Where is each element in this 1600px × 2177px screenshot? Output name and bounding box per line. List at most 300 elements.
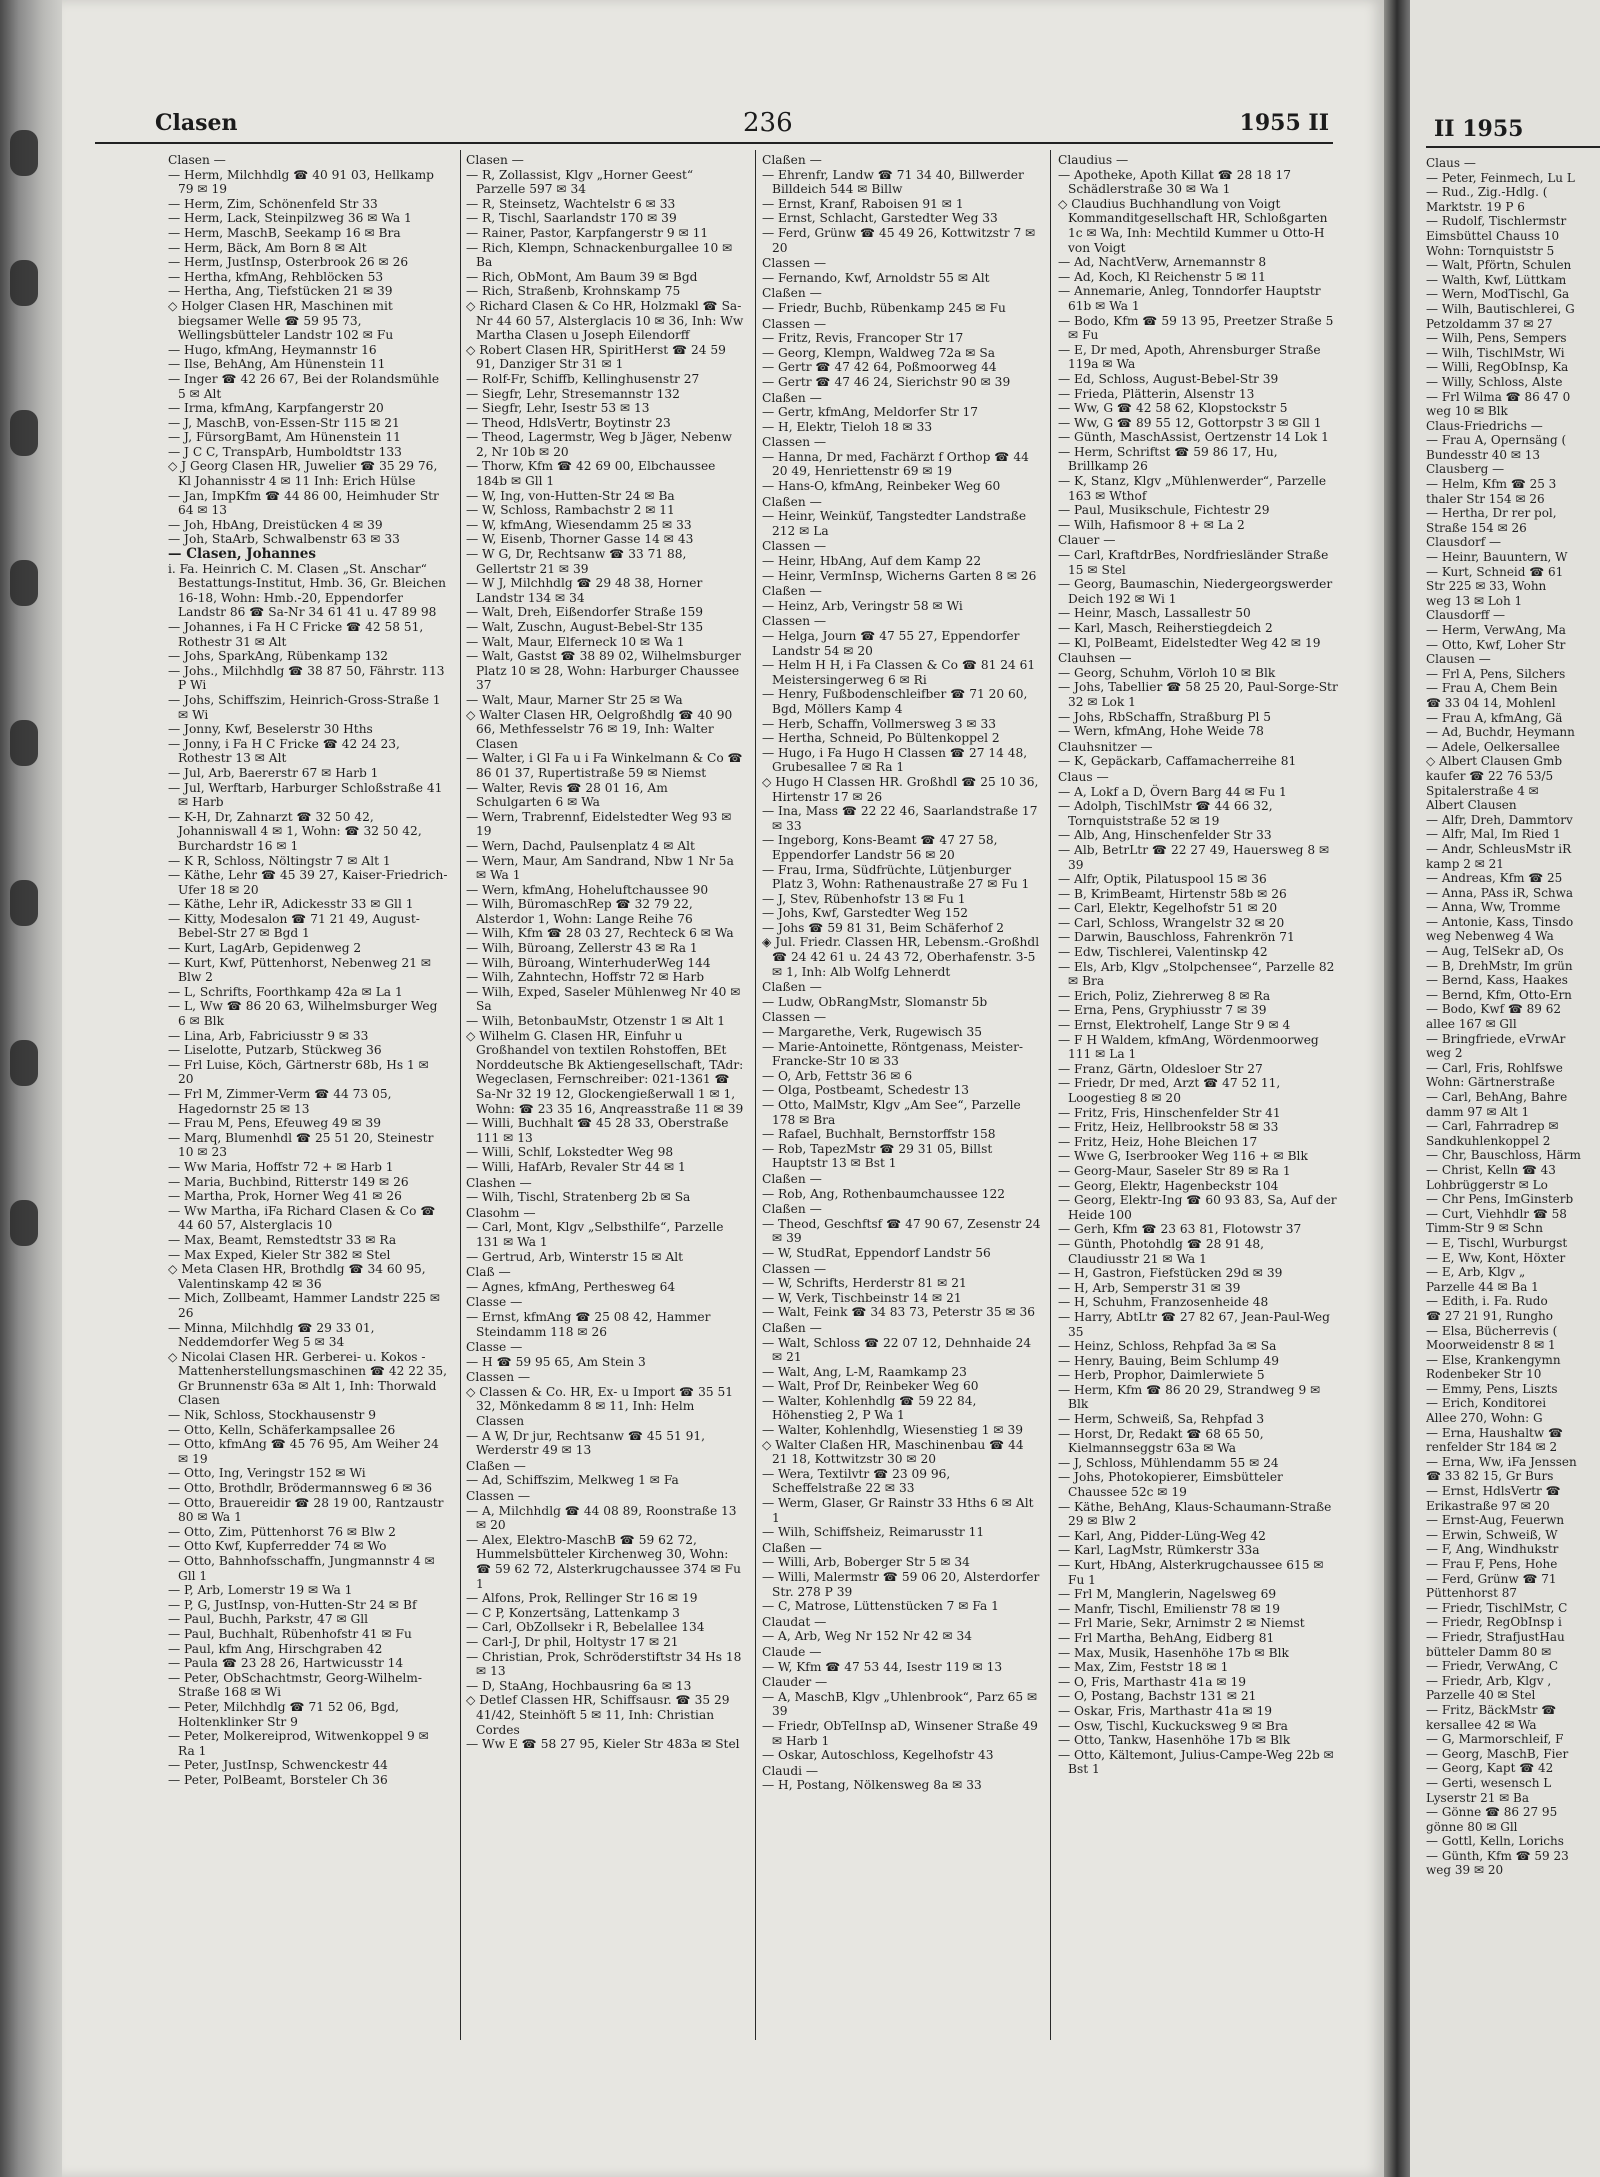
facing-page-entry: Albert Clausen xyxy=(1426,798,1517,813)
directory-entry: — Günth, MaschAssist, Oertzenstr 14 Lok 1 xyxy=(1058,430,1329,445)
facing-page-entry: Claus — xyxy=(1426,156,1476,170)
directory-entry: — P, Arb, Lomerstr 19 ✉ Wa 1 xyxy=(168,1583,353,1598)
directory-entry: — R, Tischl, Saarlandstr 170 ✉ 39 xyxy=(466,211,677,226)
surname-heading: Claßen — xyxy=(762,1202,822,1217)
directory-entry: — F H Waldem, kfmAng, Wördenmoorweg 111 ✉ La 1 xyxy=(1058,1032,1319,1062)
facing-page-entry: — Elsa, Bücherrevis ( xyxy=(1426,1323,1558,1338)
directory-entry: — Alb, BetrLtr ☎ 22 27 49, Hauersweg 8 ✉ 39 xyxy=(1058,842,1330,872)
directory-entry: — Ad, Koch, Kl Reichenstr 5 ✉ 11 xyxy=(1058,269,1266,284)
surname-heading: Claßen — xyxy=(762,1320,822,1335)
facing-page-entry: weg 2 xyxy=(1426,1046,1463,1061)
directory-entry: — K, Gepäckarb, Caffamacherreihe 81 xyxy=(1058,754,1297,769)
facing-page-entry: — Frl Wilma ☎ 86 47 0 xyxy=(1426,389,1571,404)
directory-entry: — Herm, Milchhdlg ☎ 40 91 03, Hellkamp 79 ✉ 19 xyxy=(168,167,434,197)
directory-entry: — Johs, Photokopierer, Eimsbütteler Chaussee 52c ✉ 19 xyxy=(1058,1470,1283,1500)
facing-page-entry: — Carl, Fahrradrep ✉ xyxy=(1426,1119,1559,1134)
directory-entry: — Nik, Schloss, Stockhausenstr 9 xyxy=(168,1408,376,1423)
directory-entry: — Ernst, kfmAng ☎ 25 08 42, Hammer Steindamm 118 ✉ 26 xyxy=(466,1309,711,1339)
directory-entry: — Paula ☎ 23 28 26, Hartwicusstr 14 xyxy=(168,1656,404,1671)
directory-entry: — Herm, Kfm ☎ 86 20 29, Strandweg 9 ✉ Blk xyxy=(1058,1382,1321,1412)
surname-heading: Classen — xyxy=(466,1370,531,1385)
directory-entry: — Wilh, Schiffsheiz, Reimarusstr 11 xyxy=(762,1525,985,1540)
directory-entry: — Frieda, Plätterin, Alsenstr 13 xyxy=(1058,386,1255,401)
facing-page-entry: — Frau A, Opernsäng ( xyxy=(1426,433,1567,448)
facing-page-entry: — Erna, Haushaltw ☎ xyxy=(1426,1425,1563,1440)
directory-entry: — Ingeborg, Kons-Beamt ☎ 47 27 58, Eppendorfer Landstr 56 ✉ 20 xyxy=(762,833,998,862)
directory-entry: — Wilh, BetonbauMstr, Otzenstr 1 ✉ Alt 1 xyxy=(466,1014,725,1029)
facing-page-entry: Marktstr. 19 P 6 xyxy=(1426,199,1525,214)
binding-hole xyxy=(10,130,38,176)
directory-entry: — Ww, G ☎ 42 58 62, Klopstockstr 5 xyxy=(1058,401,1288,416)
facing-page-entry: — Friedr, RegObInsp i xyxy=(1426,1615,1562,1630)
directory-entry: — Fritz, Revis, Francoper Str 17 xyxy=(762,331,964,346)
directory-entry: — Margarethe, Verk, Rugewisch 35 xyxy=(762,1025,982,1040)
directory-entry: — Harry, AbtLtr ☎ 27 82 67, Jean-Paul-Weg 35 xyxy=(1058,1309,1330,1339)
directory-entry: — Alb, Ang, Hinschenfelder Str 33 xyxy=(1058,828,1272,843)
directory-entry: — R, Zollassist, Klgv „Horner Geest“ Parzelle 597 ✉ 34 xyxy=(466,167,694,197)
surname-heading: Claude — xyxy=(762,1644,822,1659)
directory-entry: — Annemarie, Anleg, Tonndorfer Hauptstr 61b ✉ Wa 1 xyxy=(1058,284,1321,313)
facing-page-entry: damm 97 ✉ Alt 1 xyxy=(1426,1104,1530,1119)
book-gutter xyxy=(1384,0,1410,2177)
directory-entry: — Max, Beamt, Remstedtstr 33 ✉ Ra xyxy=(168,1232,397,1247)
binding-hole xyxy=(10,260,38,306)
directory-entry: — K R, Schloss, Nöltingstr 7 ✉ Alt 1 xyxy=(168,853,391,868)
directory-entry: — Wilh, Kfm ☎ 28 03 27, Rechteck 6 ✉ Wa xyxy=(466,926,734,941)
directory-entry: — Kitty, Modesalon ☎ 71 21 49, August-Bebel-Str 27 ✉ Bgd 1 xyxy=(168,911,420,941)
directory-entry: — Els, Arb, Klgv „Stolpchensee“, Parzelle 82 ✉ Bra xyxy=(1058,959,1335,989)
facing-page-entry: — Friedr, Arb, Klgv , xyxy=(1426,1673,1552,1688)
facing-page-entry: weg 10 ✉ Blk xyxy=(1426,404,1508,419)
directory-entry: — Walt, Gastst ☎ 38 89 02, Wilhelmsburger Platz 10 ✉ 28, Wohn: Harburger Chaussee 37 xyxy=(466,649,741,693)
directory-entry: — Rich, ObMont, Am Baum 39 ✉ Bgd xyxy=(466,269,698,284)
directory-entry: — Heinr, HbAng, Auf dem Kamp 22 xyxy=(762,554,982,569)
directory-entry: — Joh, StaArb, Schwalbenstr 63 ✉ 33 xyxy=(168,532,400,547)
directory-entry: — Walt, Ang, L-M, Raamkamp 23 xyxy=(762,1364,967,1379)
directory-entry: — Ad, Schiffszim, Melkweg 1 ✉ Fa xyxy=(466,1473,679,1488)
facing-page-entry: — Alfr, Dreh, Dammtorv xyxy=(1426,812,1573,827)
directory-entry: — Herm, Bäck, Am Born 8 ✉ Alt xyxy=(168,240,367,255)
directory-entry: ◇ Walter Claßen HR, Maschinenbau ☎ 44 21 18, Kottwitzstr 30 ✉ 20 xyxy=(762,1437,1024,1467)
directory-entry: — Otto, Brothdlr, Brödermannsweg 6 ✉ 36 xyxy=(168,1481,433,1496)
directory-entry: — Helm H H, i Fa Classen & Co ☎ 81 24 61 Meistersingerweg 6 ✉ Ri xyxy=(762,658,1036,687)
directory-entry: ◈ Jul. Friedr. Classen HR, Lebensm.-Großhdl ☎ 24 42 61 u. 24 43 72, Oberhafenstr. 3-5 ✉ 1, Inh: Alb Wolfg Lehnerdt xyxy=(762,935,1040,979)
facing-page-entry: — Friedr, StrafjustHau xyxy=(1426,1629,1565,1644)
directory-entry: — Heinz, Arb, Veringstr 58 ✉ Wi xyxy=(762,598,963,613)
directory-entry: — Walt, Maur, Marner Str 25 ✉ Wa xyxy=(466,692,683,707)
directory-entry: — H, Schuhm, Franzosenheide 48 xyxy=(1058,1295,1269,1310)
surname-heading: Classen — xyxy=(762,316,827,331)
facing-page-entry: ☎ 27 21 91, Rungho xyxy=(1426,1308,1553,1323)
facing-page-entry: — Herm, VerwAng, Ma xyxy=(1426,623,1566,637)
directory-entry: — Bodo, Kfm ☎ 59 13 95, Preetzer Straße 5 ✉ Fu xyxy=(1058,313,1334,343)
column-divider xyxy=(755,150,756,2040)
directory-entry: — Ehrenfr, Landw ☎ 71 34 40, Billwerder Billdeich 544 ✉ Billw xyxy=(762,167,1024,197)
facing-page-entry: Allee 270, Wohn: G xyxy=(1426,1411,1543,1426)
directory-entry: — Hugo, i Fa Hugo H Classen ☎ 27 14 48, Grubesallee 7 ✉ Ra 1 xyxy=(762,745,1028,775)
surname-heading: Claßen — xyxy=(762,390,822,405)
directory-entry: — Wilh, Tischl, Stratenberg 2b ✉ Sa xyxy=(466,1190,691,1205)
facing-page-entry: Wohn: Tornquiststr 5 xyxy=(1426,243,1555,258)
column-divider xyxy=(460,150,461,2040)
facing-page-entry: Claus-Friedrichs — xyxy=(1426,418,1543,433)
directory-entry: — Ina, Mass ☎ 22 22 46, Saarlandstraße 17 ✉ 33 xyxy=(762,804,1038,833)
page-header xyxy=(95,108,1333,144)
directory-entry: — Käthe, Lehr ☎ 45 39 27, Kaiser-Friedrich-Ufer 18 ✉ 20 xyxy=(168,868,448,897)
facing-page-entry: — Gönne ☎ 86 27 95 xyxy=(1426,1805,1558,1820)
directory-entry: — O, Arb, Fettstr 36 ✉ 6 xyxy=(762,1068,913,1083)
directory-entry: — Ed, Schloss, August-Bebel-Str 39 xyxy=(1058,371,1279,386)
directory-entry: — A W, Dr jur, Rechtsanw ☎ 45 51 91, Werderstr 49 ✉ 13 xyxy=(466,1428,706,1458)
directory-entry: — Carl, KraftdrBes, Nordfriesländer Straße 15 ✉ Stel xyxy=(1058,548,1329,577)
facing-page-entry: Parzelle 40 ✉ Stel xyxy=(1426,1688,1536,1703)
directory-entry: — Hanna, Dr med, Fachärzt f Orthop ☎ 44 20 49, Henriettenstr 69 ✉ 19 xyxy=(762,449,1029,479)
directory-entry: — Jonny, i Fa H C Fricke ☎ 42 24 23, Rothestr 13 ✉ Alt xyxy=(168,736,400,766)
directory-entry: — Otto, MalMstr, Klgv „Am See“, Parzelle 178 ✉ Bra xyxy=(762,1098,1021,1127)
directory-entry: — Lina, Arb, Fabriciusstr 9 ✉ 33 xyxy=(168,1028,369,1043)
directory-entry: — Wilh, Büroang, Zellerstr 43 ✉ Ra 1 xyxy=(466,941,698,956)
surname-heading: Classe — xyxy=(466,1295,523,1310)
facing-page-entry: — Willy, Schloss, Alste xyxy=(1426,374,1563,389)
directory-entry: — Frl Luise, Köch, Gärtnerstr 68b, Hs 1 ✉ 20 xyxy=(168,1057,429,1087)
facing-page-entry: Bundesstr 40 ✉ 13 xyxy=(1426,447,1540,462)
facing-page-entry: — Günth, Kfm ☎ 59 23 xyxy=(1426,1848,1569,1863)
directory-entry: — Otto, kfmAng ☎ 45 76 95, Am Weiher 24 ✉ 19 xyxy=(168,1437,439,1466)
directory-entry: — Jan, ImpKfm ☎ 44 86 00, Heimhuder Str 64 ✉ 13 xyxy=(168,488,439,518)
directory-entry: — Otto, Kältemont, Julius-Campe-Weg 22b ✉ Bst 1 xyxy=(1058,1747,1334,1777)
directory-entry: — O, Fris, Marthastr 41a ✉ 19 xyxy=(1058,1674,1246,1689)
directory-entry: — Willi, Schlf, Lokstedter Weg 98 xyxy=(466,1145,674,1160)
directory-entry: — Carl, Mont, Klgv „Selbsthilfe“, Parzelle 131 ✉ Wa 1 xyxy=(466,1220,724,1249)
facing-page-entry: Spitalerstraße 4 ✉ xyxy=(1426,783,1539,798)
directory-entry: — Siegfr, Lehr, Isestr 53 ✉ 13 xyxy=(466,401,650,416)
surname-heading: Clashen — xyxy=(466,1175,532,1190)
surname-heading: Clauhsen — xyxy=(1058,651,1132,666)
directory-entry: — Edw, Tischlerei, Valentinskp 42 xyxy=(1058,945,1268,960)
facing-page-entry: — Otto, Kwf, Loher Str xyxy=(1426,637,1566,652)
directory-entry: — P, G, JustInsp, von-Hutten-Str 24 ✉ Bf xyxy=(168,1597,417,1612)
directory-entry: — Heinr, VermInsp, Wicherns Garten 8 ✉ 26 xyxy=(762,568,1037,583)
directory-entry: — Herb, Schaffn, Vollmersweg 3 ✉ 33 xyxy=(762,716,997,731)
directory-entry: ◇ Hugo H Classen HR. Großhdl ☎ 25 10 36, Hirtenstr 17 ✉ 26 xyxy=(762,774,1039,804)
facing-page-entry: — Ferd, Grünw ☎ 71 xyxy=(1426,1571,1557,1586)
directory-entry: — Wilh, Exped, Saseler Mühlenweg Nr 40 ✉ Sa xyxy=(466,984,741,1014)
facing-page-entry: — E, Ww, Kont, Höxter xyxy=(1426,1250,1566,1265)
page-number: 236 xyxy=(743,108,793,138)
facing-page-entry: weg Nebenweg 4 Wa xyxy=(1426,929,1554,944)
facing-page-entry: — Else, Krankengymn xyxy=(1426,1352,1561,1367)
directory-entry: — Marq, Blumenhdl ☎ 25 51 20, Steinestr 10 ✉ 23 xyxy=(168,1130,434,1160)
directory-entry: — Fernando, Kwf, Arnoldstr 55 ✉ Alt xyxy=(762,270,990,285)
facing-page-entry: — Fritz, BäckMstr ☎ xyxy=(1426,1702,1557,1717)
directory-entry: — A, Lokf a D, Övern Barg 44 ✉ Fu 1 xyxy=(1058,784,1287,799)
directory-entry: — Walt, Zuschn, August-Bebel-Str 135 xyxy=(466,620,704,634)
facing-page-entry: — Georg, Kapt ☎ 42 xyxy=(1426,1761,1554,1776)
facing-page-entry: — Frau A, Chem Bein xyxy=(1426,681,1558,696)
directory-entry: — Willi, Malermstr ☎ 59 06 20, Alsterdorfer Str. 278 P 39 xyxy=(762,1570,1040,1599)
directory-entry: ◇ Wilhelm G. Clasen HR, Einfuhr u Großhandel von textilen Rohstoffen, BEt Norddeutsche Bk Aktiengesellschaft, TAdr: Wegeclasen, Fernschreiber: 021-1361 ☎ Sa-Nr 32 19 12, Glockengießerwall 1 ✉ 1, Wohn: ☎ 23 35 16, Anqreasstraße 11 ✉ 39 xyxy=(466,1028,744,1116)
header-year-volume: 1955 II xyxy=(1239,110,1329,136)
directory-entry: — Jonny, Kwf, Beselerstr 30 Hths xyxy=(168,722,373,737)
directory-entry: — W, Schloss, Rambachstr 2 ✉ 11 xyxy=(466,503,675,518)
directory-entry: — Manfr, Tischl, Emilienstr 78 ✉ 19 xyxy=(1058,1601,1281,1616)
directory-entry: — Johs, Kwf, Garstedter Weg 152 xyxy=(762,906,968,921)
directory-entry: — Marie-Antoinette, Röntgenass, Meister-Francke-Str 10 ✉ 33 xyxy=(762,1039,1024,1069)
surname-heading: Classen — xyxy=(762,539,827,554)
directory-entry: — L, Ww ☎ 86 20 63, Wilhelmsburger Weg 6 ✉ Blk xyxy=(168,999,438,1029)
directory-entry: — Carl, Elektr, Kegelhofstr 51 ✉ 20 xyxy=(1058,901,1278,916)
facing-page-entry: — Adele, Oelkersallee xyxy=(1426,739,1560,754)
facing-page-entry: Eimsbüttel Chauss 10 xyxy=(1426,228,1560,243)
directory-entry: — Friedr, Buchb, Rübenkamp 245 ✉ Fu xyxy=(762,300,1006,315)
directory-entry: — D, StaAng, Hochbausring 6a ✉ 13 xyxy=(466,1678,692,1693)
surname-heading: Clasen — xyxy=(466,153,524,167)
facing-page-entry: kamp 2 ✉ 21 xyxy=(1426,856,1504,871)
directory-entry: — Theod, Lagermstr, Weg b Jäger, Nebenw 2, Nr 10b ✉ 20 xyxy=(466,430,732,459)
directory-entry: — K, Stanz, Klgv „Mühlenwerder“, Parzelle 163 ✉ Wthof xyxy=(1058,474,1327,503)
binding-hole xyxy=(10,880,38,926)
facing-page-entry: Püttenhorst 87 xyxy=(1426,1586,1518,1601)
facing-page-entry: — Aug, TelSekr aD, Os xyxy=(1426,944,1564,959)
directory-entry: — Ww Maria, Hoffstr 72 + ✉ Harb 1 xyxy=(168,1159,394,1174)
directory-entry: — Walter, Kohlenhdlg, Wiesenstieg 1 ✉ 39 xyxy=(762,1423,1023,1438)
surname-heading: Classen — xyxy=(762,435,827,450)
facing-page-entry: Clausdorf — xyxy=(1426,535,1501,550)
directory-entry: — Apotheke, Apoth Killat ☎ 28 18 17 Schädlerstraße 30 ✉ Wa 1 xyxy=(1058,167,1292,197)
facing-page-entry: — Helm, Kfm ☎ 25 3 xyxy=(1426,477,1557,492)
directory-entry: — Käthe, BehAng, Klaus-Schaumann-Straße 29 ✉ Blw 2 xyxy=(1058,1499,1332,1529)
facing-page-entry: — Walth, Kwf, Lüttkam xyxy=(1426,272,1567,287)
directory-entry: — Werm, Glaser, Gr Rainstr 33 Hths 6 ✉ Alt 1 xyxy=(762,1496,1034,1525)
surname-heading: Classen — xyxy=(762,1010,827,1025)
facing-page-entry: — G, Marmorschleif, F xyxy=(1426,1732,1564,1747)
surname-heading: Claßen — xyxy=(762,980,822,995)
facing-page-entry: — Ernst, HdlsVertr ☎ xyxy=(1426,1484,1561,1499)
facing-page-entry: — Bernd, Kfm, Otto-Ern xyxy=(1426,987,1572,1002)
directory-entry: — Kurt, Kwf, Püttenhorst, Nebenweg 21 ✉ Blw 2 xyxy=(168,955,432,985)
directory-entry: — Max Exped, Kieler Str 382 ✉ Stel xyxy=(168,1247,391,1262)
directory-entry: — Johs, Schiffszim, Heinrich-Gross-Straße 1 ✉ Wi xyxy=(168,692,441,722)
directory-entry: — Wilh, BüromaschRep ☎ 32 79 22, Alsterdor 1, Wohn: Lange Reihe 76 xyxy=(466,897,693,926)
directory-entry: — Georg, Klempn, Waldweg 72a ✉ Sa xyxy=(762,345,995,360)
directory-entry: — Willi, Buchhalt ☎ 45 28 33, Oberstraße 111 ✉ 13 xyxy=(466,1116,729,1145)
directory-entry: — Max, Musik, Hasenhöhe 17b ✉ Blk xyxy=(1058,1645,1289,1660)
directory-entry: — Georg, Schuhm, Vörloh 10 ✉ Blk xyxy=(1058,665,1276,680)
facing-page-entry: — Rudolf, Tischlermstr xyxy=(1426,214,1567,229)
surname-heading: Clauer — xyxy=(1058,533,1116,548)
facing-page-entry: ☎ 33 04 14, Mohlenl xyxy=(1426,695,1556,710)
facing-page-entry: — Bernd, Kass, Haakes xyxy=(1426,973,1568,988)
facing-page-entry: — Erna, Ww, iFa Jenssen xyxy=(1426,1454,1577,1469)
surname-heading: Clasohm — xyxy=(466,1205,536,1220)
directory-entry: — Olga, Postbeamt, Schedestr 13 xyxy=(762,1083,970,1098)
directory-entry: — Wwe G, Iserbrooker Weg 116 + ✉ Blk xyxy=(1058,1149,1308,1164)
surname-heading: Classen — xyxy=(762,614,827,629)
directory-entry: ◇ Claudius Buchhandlung von Voigt Kommanditgesellschaft HR, Schloßgarten 1c ✉ Wa, Inh: Mechtild Kummer u Otto-H von Voigt xyxy=(1058,196,1328,255)
directory-entry: — Gertrud, Arb, Winterstr 15 ✉ Alt xyxy=(466,1249,684,1264)
binding-hole xyxy=(10,560,38,606)
facing-page-entry: Str 225 ✉ 33, Wohn xyxy=(1426,579,1547,594)
facing-page-entry: — Frau F, Pens, Hohe xyxy=(1426,1557,1558,1571)
facing-page-entry: Rodenbeker Str 10 xyxy=(1426,1367,1542,1382)
directory-entry: — Fritz, Heiz, Hellbrookstr 58 ✉ 33 xyxy=(1058,1120,1279,1135)
directory-entry: — H, Elektr, Tieloh 18 ✉ 33 xyxy=(762,419,933,434)
directory-entry: — Alfons, Prok, Rellinger Str 16 ✉ 19 xyxy=(466,1591,698,1606)
directory-entry: — W, Verk, Tischbeinstr 14 ✉ 21 xyxy=(762,1290,962,1305)
facing-page-entry: — Anna, Ww, Tromme xyxy=(1426,900,1561,915)
facing-page-entry: Sandkuhlenkoppel 2 xyxy=(1426,1133,1551,1148)
directory-entry: — Wilh, Hafismoor 8 + ✉ La 2 xyxy=(1058,517,1245,532)
facing-page-entry: ☎ 33 82 15, Gr Burs xyxy=(1426,1469,1554,1484)
directory-entry: — Georg, Elektr, Hagenbeckstr 104 xyxy=(1058,1178,1279,1193)
directory-entry: — Herm, Lack, Steinpilzweg 36 ✉ Wa 1 xyxy=(168,211,412,226)
directory-entry: — Agnes, kfmAng, Perthesweg 64 xyxy=(466,1279,676,1294)
directory-entry: — Kl, PolBeamt, Eidelstedter Weg 42 ✉ 19 xyxy=(1058,635,1321,650)
directory-entry: — Johs., Milchhdlg ☎ 38 87 50, Fährstr. 113 P Wi xyxy=(168,663,445,693)
directory-entry: — Wern, Maur, Am Sandrand, Nbw 1 Nr 5a ✉ Wa 1 xyxy=(466,853,734,883)
directory-entry: — Frl M, Zimmer-Verm ☎ 44 73 05, Hagedornstr 25 ✉ 13 xyxy=(168,1087,392,1116)
directory-entry: — Gertr ☎ 47 42 64, Poßmoorweg 44 xyxy=(762,360,997,375)
directory-entry: — Rich, Klempn, Schnackenburgallee 10 ✉ Ba xyxy=(466,240,733,270)
directory-entry: — Christian, Prok, Schröderstiftstr 34 Hs 18 ✉ 13 xyxy=(466,1649,742,1679)
directory-entry: — Herm, Zim, Schönenfeld Str 33 xyxy=(168,196,378,211)
directory-entry: — Johs, RbSchaffn, Straßburg Pl 5 xyxy=(1058,709,1272,724)
directory-entry: — Otto Kwf, Kupferredder 74 ✉ Wo xyxy=(168,1539,387,1554)
facing-page-entry: — Anna, PAss iR, Schwa xyxy=(1426,885,1574,900)
facing-page-entry: weg 39 ✉ 20 xyxy=(1426,1863,1504,1878)
facing-page-entry: — Bringfriede, eVrwAr xyxy=(1426,1031,1566,1046)
directory-entry: — Ww Martha, iFa Richard Clasen & Co ☎ 44 60 57, Alsterglacis 10 xyxy=(168,1203,436,1233)
binding-hole xyxy=(10,1040,38,1086)
directory-entry: — Frau, Irma, Südfrüchte, Lütjenburger Platz 3, Wohn: Rathenaustraße 27 ✉ Fu 1 xyxy=(762,862,1030,892)
directory-entry: — Heinz, Schloss, Rehpfad 3a ✉ Sa xyxy=(1058,1339,1277,1354)
directory-column-4 xyxy=(1058,152,1338,2032)
facing-page-entry: — Bodo, Kwf ☎ 89 62 xyxy=(1426,1002,1561,1017)
facing-page-entry: — Andreas, Kfm ☎ 25 xyxy=(1426,871,1563,886)
directory-entry: — Walter, Kohlenhdlg ☎ 59 22 84, Höhenstieg 2, P Wa 1 xyxy=(762,1393,977,1423)
surname-heading: Claßen — xyxy=(466,1458,526,1473)
facing-page-entry: Lyserstr 21 ✉ Ba xyxy=(1426,1790,1529,1805)
facing-page-entry: Lohbrüggerstr ✉ Lo xyxy=(1426,1177,1548,1192)
facing-page-entry: Timm-Str 9 ✉ Schn xyxy=(1426,1221,1543,1236)
surname-heading: Claudi — xyxy=(762,1763,819,1778)
facing-page-entry: Clausen — xyxy=(1426,652,1491,667)
facing-page-entry: — Willi, RegObInsp, Ka xyxy=(1426,360,1569,375)
directory-entry: — J, FürsorgBamt, Am Hünenstein 11 xyxy=(168,430,401,445)
directory-entry: — Fritz, Fris, Hinschenfelder Str 41 xyxy=(1058,1105,1281,1120)
directory-entry: — Paul, kfm Ang, Hirschgraben 42 xyxy=(168,1641,383,1656)
facing-page-entry: — Antonie, Kass, Tinsdo xyxy=(1426,914,1574,929)
directory-entry: — J, Stev, Rübenhofstr 13 ✉ Fu 1 xyxy=(762,891,966,906)
directory-entry: ◇ Richard Clasen & Co HR, Holzmakl ☎ Sa-Nr 44 60 57, Alsterglacis 10 ✉ 36, Inh: Ww Martha Clasen u Joseph Eilendorff xyxy=(466,298,744,343)
facing-page-entry: — Erich, Konditorei xyxy=(1426,1396,1547,1411)
directory-entry: — Walt, Prof Dr, Reinbeker Weg 60 xyxy=(762,1379,979,1394)
directory-entry: — H ☎ 59 95 65, Am Stein 3 xyxy=(466,1354,646,1369)
directory-entry: — Georg-Maur, Saseler Str 89 ✉ Ra 1 xyxy=(1058,1163,1291,1178)
directory-entry: — Johs, SparkAng, Rübenkamp 132 xyxy=(168,649,388,664)
directory-entry: — Peter, Milchhdlg ☎ 71 52 06, Bgd, Holtenklinker Str 9 xyxy=(168,1699,399,1729)
scanner-edge xyxy=(0,0,62,2177)
directory-entry: — Frl Marie, Sekr, Arnimstr 2 ✉ Niemst xyxy=(1058,1616,1305,1631)
facing-page-entry: — Gerti, wesensch L xyxy=(1426,1775,1552,1790)
surname-heading: Claßen — xyxy=(762,584,822,599)
directory-entry: — Max, Zim, Feststr 18 ✉ 1 xyxy=(1058,1660,1229,1675)
facing-page-entry: — Ernst-Aug, Feuerwn xyxy=(1426,1513,1565,1528)
directory-entry: — Inger ☎ 42 26 67, Bei der Rolandsmühle 5 ✉ Alt xyxy=(168,371,440,401)
directory-entry: — Karl, Ang, Pidder-Lüng-Weg 42 xyxy=(1058,1528,1266,1543)
directory-entry: — Erich, Poliz, Ziehrerweg 8 ✉ Ra xyxy=(1058,988,1271,1003)
directory-entry: — Oskar, Autoschloss, Kegelhofstr 43 xyxy=(762,1748,994,1763)
directory-entry: — Paul, Musikschule, Fichtestr 29 xyxy=(1058,503,1270,518)
directory-entry: — Minna, Milchhdlg ☎ 29 33 01, Neddemdorfer Weg 5 ✉ 34 xyxy=(168,1320,375,1350)
facing-page-entry: thaler Str 154 ✉ 26 xyxy=(1426,491,1545,506)
directory-entry: — Carl, Schloss, Wrangelstr 32 ✉ 20 xyxy=(1058,915,1285,930)
directory-entry: — Käthe, Lehr iR, Adickesstr 33 ✉ Gll 1 xyxy=(168,897,414,912)
directory-entry: — J, Schloss, Mühlendamm 55 ✉ 24 xyxy=(1058,1455,1279,1470)
directory-entry: — Georg, Baumaschin, Niedergeorgswerder Deich 192 ✉ Wi 1 xyxy=(1058,577,1333,606)
directory-entry: — Horst, Dr, Redakt ☎ 68 65 50, Kielmannseggstr 63a ✉ Wa xyxy=(1058,1426,1264,1456)
facing-page-header: II 1955 xyxy=(1434,116,1524,142)
directory-entry: — W, Schrifts, Herderstr 81 ✉ 21 xyxy=(762,1276,967,1291)
surname-heading: Claus — xyxy=(1058,769,1109,784)
directory-entry: — Franz, Gärtn, Oldesloer Str 27 xyxy=(1058,1061,1263,1076)
facing-page-entry: — Friedr, TischlMstr, C xyxy=(1426,1600,1568,1615)
directory-entry: ◇ Holger Clasen HR, Maschinen mit biegsamer Welle ☎ 59 95 73, Wellingsbütteler Landstr 102 ✉ Fu xyxy=(168,298,394,343)
directory-entry: — Wern, Trabrennf, Eidelstedter Weg 93 ✉ 19 xyxy=(466,809,732,839)
directory-entry: — Ww E ☎ 58 27 95, Kieler Str 483a ✉ Stel xyxy=(466,1737,740,1752)
surname-heading: Classen — xyxy=(466,1489,531,1504)
facing-page-entry: — Edith, i. Fa. Rudo xyxy=(1426,1294,1548,1309)
facing-page-entry: — Andr, SchleusMstr iR xyxy=(1426,841,1572,856)
directory-entry: — Paul, Buchhalt, Rübenhofstr 41 ✉ Fu xyxy=(168,1626,412,1641)
directory-entry: — Helga, Journ ☎ 47 55 27, Eppendorfer Landstr 54 ✉ 20 xyxy=(762,629,1020,658)
facing-page xyxy=(1410,0,1600,2177)
directory-entry: — Friedr, ObTelInsp aD, Winsener Straße 49 ✉ Harb 1 xyxy=(762,1718,1038,1748)
facing-page-entry: — B, DrehMstr, Im grün xyxy=(1426,958,1573,973)
directory-entry: — Ernst, Elektrohelf, Lange Str 9 ✉ 4 xyxy=(1058,1018,1291,1033)
header-surname: Clasen xyxy=(155,110,238,136)
directory-entry: — Carl-J, Dr phil, Holtystr 17 ✉ 21 xyxy=(466,1634,679,1649)
directory-entry: — W G, Dr, Rechtsanw ☎ 33 71 88, Gellertstr 21 ✉ 39 xyxy=(466,547,687,576)
directory-entry: — A, MaschB, Klgv „Uhlenbrook“, Parz 65 ✉ 39 xyxy=(762,1689,1038,1719)
directory-entry: — A, Milchhdlg ☎ 44 08 89, Roonstraße 13 ✉ 20 xyxy=(466,1503,737,1533)
directory-entry: — W, Eisenb, Thorner Gasse 14 ✉ 43 xyxy=(466,532,694,547)
directory-entry: — Walt, Maur, Elferneck 10 ✉ Wa 1 xyxy=(466,634,685,649)
directory-entry: — Walt, Feink ☎ 34 83 73, Peterstr 35 ✉ 36 xyxy=(762,1305,1036,1320)
directory-entry: — Ilse, BehAng, Am Hünenstein 11 xyxy=(168,357,386,372)
directory-entry: — Carl, ObZollsekr i R, Bebelallee 134 xyxy=(466,1620,705,1635)
facing-page-entry: — E, Arb, Klgv „ xyxy=(1426,1265,1526,1280)
directory-entry: — Walter, i Gl Fa u i Fa Winkelmann & Co ☎ 86 01 37, Rupertistraße 59 ✉ Niemst xyxy=(466,751,743,780)
directory-entry: ◇ Classen & Co. HR, Ex- u Import ☎ 35 51 32, Mönkedamm 8 ✉ 11, Inh: Helm Classen xyxy=(466,1384,733,1429)
directory-entry: — B, KrimBeamt, Hirtenstr 58b ✉ 26 xyxy=(1058,886,1287,901)
directory-entry: — Osw, Tischl, Kuckucksweg 9 ✉ Bra xyxy=(1058,1718,1288,1733)
directory-entry: — Kurt, LagArb, Gepidenweg 2 xyxy=(168,941,362,956)
directory-entry: — E, Dr med, Apoth, Ahrensburger Straße 119a ✉ Wa xyxy=(1058,342,1321,372)
directory-entry: — Henry, Fußbodenschleifber ☎ 71 20 60, Bgd, Möllers Kamp 4 xyxy=(762,687,1028,716)
surname-heading: Claß — xyxy=(466,1265,511,1280)
facing-page-entry: Moorweidenstr 8 ✉ 1 xyxy=(1426,1338,1556,1353)
facing-page-entry: — Ad, Buchdr, Heymann xyxy=(1426,725,1575,740)
surname-heading: Claßen — xyxy=(762,1540,822,1555)
directory-entry: — Gertr, kfmAng, Meldorfer Str 17 xyxy=(762,405,979,420)
directory-entry: — Rolf-Fr, Schiffb, Kellinghusenstr 27 xyxy=(466,371,700,386)
surname-heading: Claßen — xyxy=(762,1171,822,1186)
facing-page-entry: renfelder Str 184 ✉ 2 xyxy=(1426,1440,1558,1455)
directory-entry: — A, Arb, Weg Nr 152 Nr 42 ✉ 34 xyxy=(762,1629,973,1644)
directory-entry: — Karl, Masch, Reiherstiegdeich 2 xyxy=(1058,621,1273,635)
directory-entry: — Rafael, Buchhalt, Bernstorffstr 158 xyxy=(762,1127,996,1142)
